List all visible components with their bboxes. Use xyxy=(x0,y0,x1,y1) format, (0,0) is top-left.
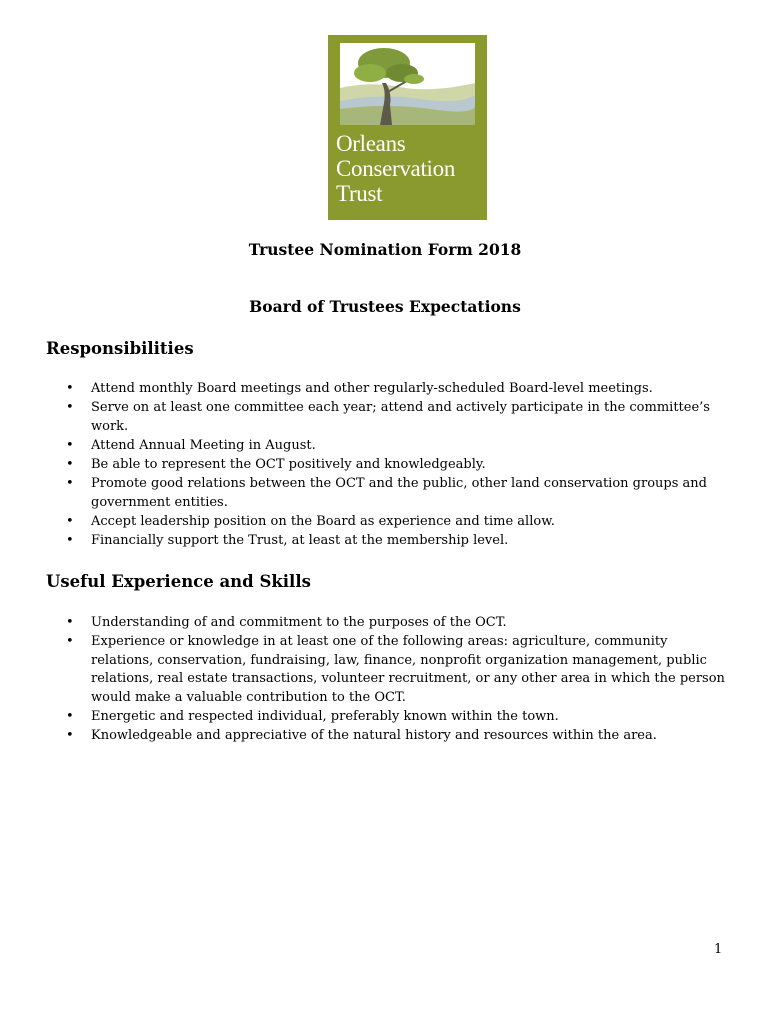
tree-landscape-icon xyxy=(340,43,475,125)
logo-line-1: Orleans xyxy=(336,131,406,156)
section-heading-experience: Useful Experience and Skills xyxy=(46,572,311,591)
list-item: • Knowledgeable and appreciative of the natural history and resources within the area. xyxy=(46,727,726,746)
list-item: • Serve on at least one committee each year; attend and actively participate in the committee’s work. xyxy=(46,399,726,436)
document-title: Trustee Nomination Form 2018 xyxy=(248,240,522,259)
page-number: 1 xyxy=(714,942,723,957)
list-item: • Attend monthly Board meetings and other regularly-scheduled Board-level meetings. xyxy=(46,380,726,399)
list-item: • Energetic and respected individual, preferably known within the town. xyxy=(46,708,726,727)
responsibilities-list xyxy=(46,380,726,551)
list-item: • Experience or knowledge in at least one of the following areas: agriculture, community relations, conservation, fundraising, law, finance, nonprofit organization management, public relations, real estate transactions, volunteer recruitment, or any other area in which the person would make a valuable contribution to the OCT. xyxy=(46,633,726,707)
org-logo xyxy=(328,35,487,220)
list-item: • Financially support the Trust, at least at the membership level. xyxy=(46,532,726,551)
experience-list xyxy=(46,614,726,746)
document-subtitle: Board of Trustees Expectations xyxy=(249,297,521,316)
list-item: • Accept leadership position on the Board as experience and time allow. xyxy=(46,513,726,532)
list-item: • Be able to represent the OCT positively and knowledgeably. xyxy=(46,456,726,475)
list-item: • Promote good relations between the OCT and the public, other land conservation groups and government entities. xyxy=(46,475,726,512)
logo-line-2: Conservation xyxy=(336,156,456,181)
list-item: • Understanding of and commitment to the purposes of the OCT. xyxy=(46,614,726,633)
section-heading-responsibilities: Responsibilities xyxy=(46,339,194,358)
list-item: • Attend Annual Meeting in August. xyxy=(46,437,726,456)
logo-line-3: Trust xyxy=(336,181,383,206)
